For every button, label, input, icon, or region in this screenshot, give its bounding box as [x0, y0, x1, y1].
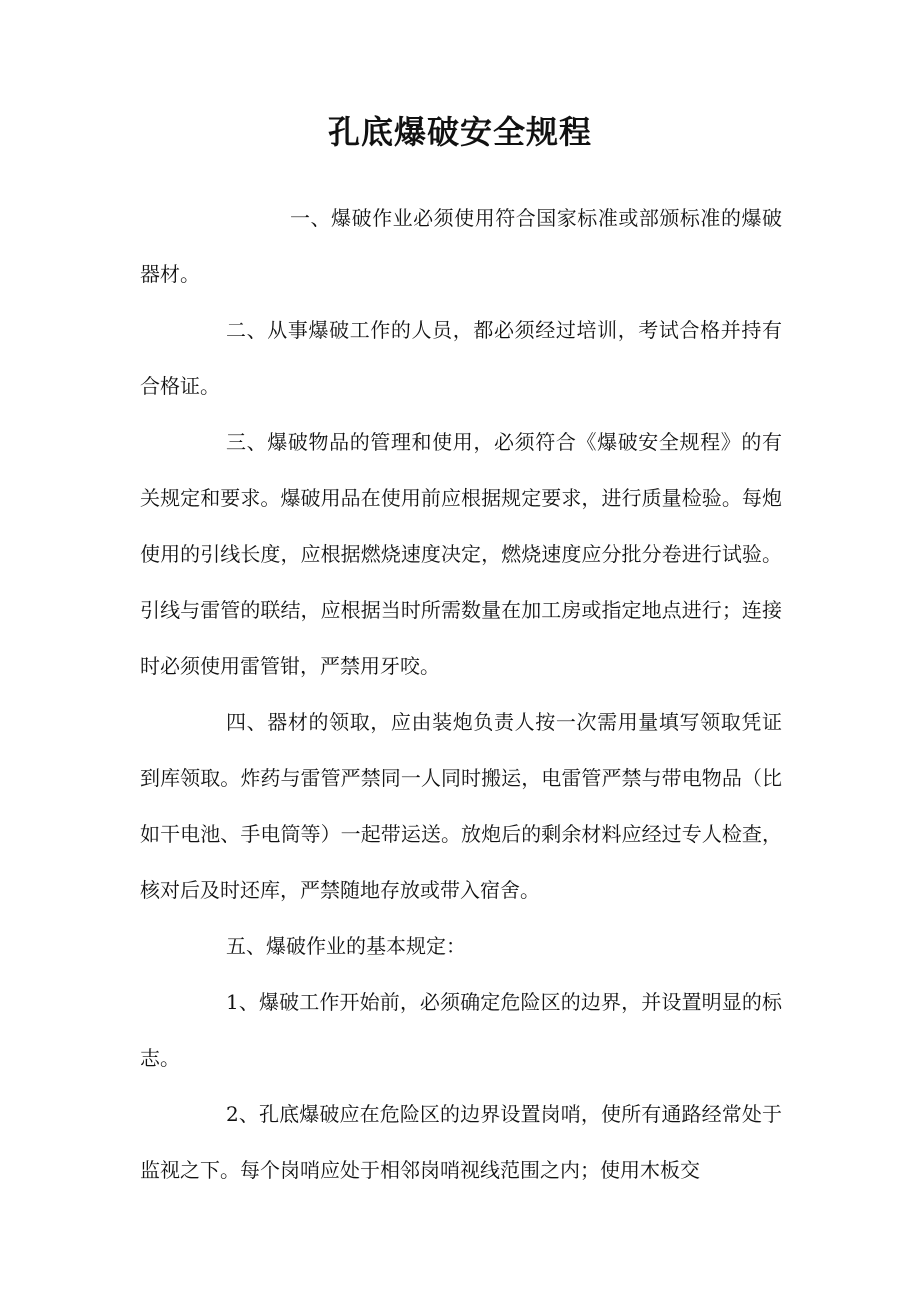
document-title: 孔底爆破安全规程 [327, 113, 592, 151]
paragraph-5: 五、爆破作业的基本规定： [226, 934, 466, 958]
paragraph-1: 一、爆破作业必须使用符合国家标准或部颁标准的爆破器材。 [140, 206, 782, 286]
paragraph-4: 四、器材的领取，应由装炮负责人按一次需用量填写领取凭证到库领取。炸药与雷管严禁同一人同时搬运，电雷管严禁与带电物品（比如干电池、手电筒等）一起带运送。放炮后的剩余材料应经过专人检查，核对后及时还库，严禁随地存放或带入宿舍。 [140, 710, 782, 902]
document-body [140, 190, 782, 1198]
paragraph-7: 2、孔底爆破应在危险区的边界设置岗哨，使所有通路经常处于监视之下。每个岗哨应处于相邻岗哨视线范围之内；使用木板交 [140, 1102, 782, 1182]
paragraph-6: 1、爆破工作开始前，必须确定危险区的边界，并设置明显的标志。 [140, 990, 782, 1070]
paragraph-3: 三、爆破物品的管理和使用，必须符合《爆破安全规程》的有关规定和要求。爆破用品在使用前应根据规定要求，进行质量检验。每炮使用的引线长度，应根据燃烧速度决定，燃烧速度应分批分卷进行试验。引线与雷管的联结，应根据当时所需数量在加工房或指定地点进行；连接时必须使用雷管钳，严禁用牙咬。 [140, 430, 782, 678]
paragraph-2: 二、从事爆破工作的人员，都必须经过培训，考试合格并持有合格证。 [140, 318, 782, 398]
